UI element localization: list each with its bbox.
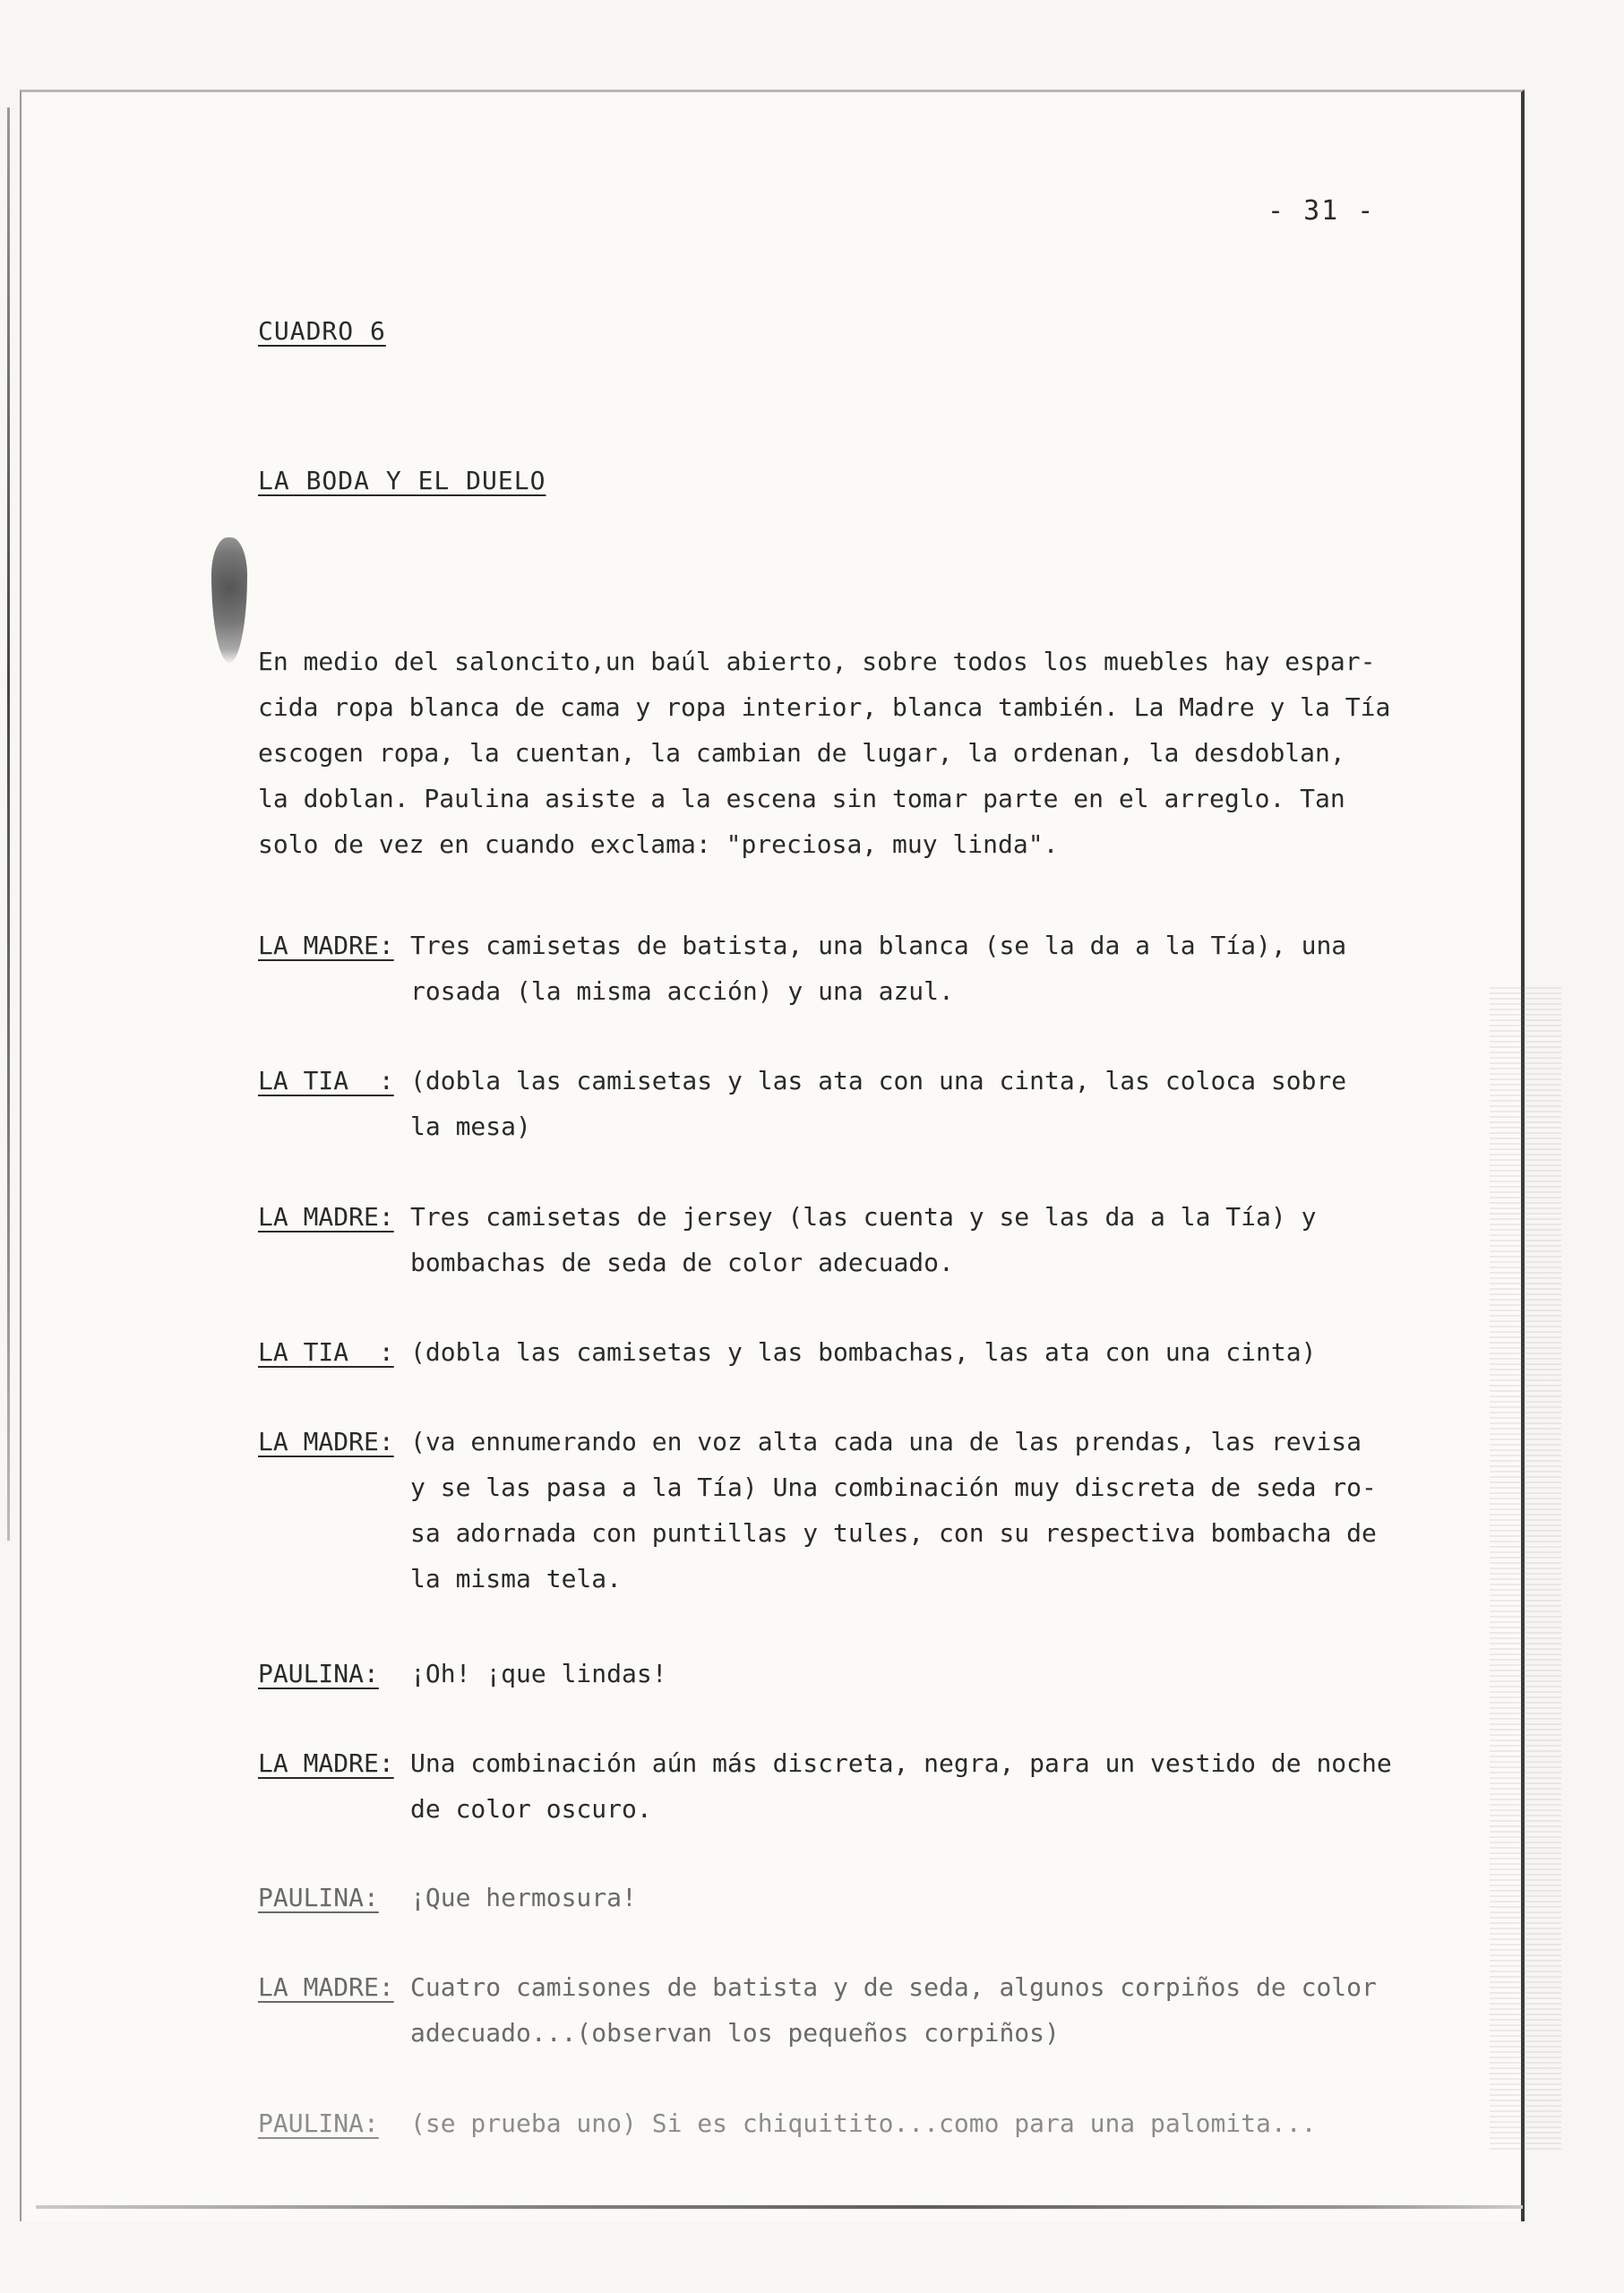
dialogue-text: [410, 2100, 1316, 2146]
dialogue-text: [410, 1419, 1377, 1602]
scene-title: LA BODA Y EL DUELO: [258, 466, 546, 495]
speaker-name: LA TIA :: [258, 1066, 394, 1095]
speaker-name: LA MADRE:: [258, 1202, 394, 1232]
stage-direction-line: En medio del saloncito,un baúl abierto, sobre todos los muebles hay espar-: [258, 647, 1376, 676]
page-number: - 31 -: [1267, 195, 1376, 227]
dialogue-text: [410, 1875, 637, 1920]
dialogue-line: adecuado...(observan los pequeños corpiños): [410, 2018, 1060, 2048]
dialogue-text: [410, 1329, 1316, 1375]
dialogue-text: [410, 923, 1346, 1014]
dialogue-text: [410, 1058, 1346, 1149]
dialogue-line: Cuatro camisones de batista y de seda, algunos corpiños de color: [410, 1972, 1377, 2002]
dialogue-line: rosada (la misma acción) y una azul.: [410, 976, 954, 1006]
dialogue-line: bombachas de seda de color adecuado.: [410, 1248, 954, 1277]
dialogue-line: (va ennumerando en voz alta cada una de las prendas, las revisa: [410, 1427, 1362, 1456]
dialogue-line: Tres camisetas de batista, una blanca (se la da a la Tía), una: [410, 931, 1347, 960]
speaker-name: PAULINA:: [258, 1659, 379, 1688]
dialogue-line: la mesa): [410, 1112, 531, 1141]
section-title: CUADRO 6: [258, 316, 386, 346]
dialogue-text: [410, 1740, 1392, 1832]
stage-direction-line: cida ropa blanca de cama y ropa interior, blanca también. La Madre y la Tía: [258, 692, 1391, 722]
page-left-edge: [7, 107, 10, 1541]
dialogue-line: y se las pasa a la Tía) Una combinación muy discreta de seda ro-: [410, 1473, 1377, 1502]
dialogue-line: (dobla las camisetas y las bombachas, las ata con una cinta): [410, 1337, 1317, 1367]
page-bottom-edge: [36, 2205, 1523, 2209]
dialogue-line: (dobla las camisetas y las ata con una cinta, las coloca sobre: [410, 1066, 1347, 1095]
stage-direction-line: escogen ropa, la cuentan, la cambian de lugar, la ordenan, la desdoblan,: [258, 738, 1345, 768]
typewritten-page: [20, 90, 1525, 2221]
stage-direction: [258, 639, 1449, 867]
speaker-name: LA MADRE:: [258, 1427, 394, 1456]
dialogue-line: (se prueba uno) Si es chiquitito...como para una palomita...: [410, 2108, 1317, 2138]
dialogue-line: ¡Oh! ¡que lindas!: [410, 1659, 667, 1688]
speaker-name: PAULINA:: [258, 1883, 379, 1912]
stage-direction-line: solo de vez en cuando exclama: "preciosa, muy linda".: [258, 829, 1059, 859]
dialogue-line: sa adornada con puntillas y tules, con su respectiva bombacha de: [410, 1518, 1377, 1548]
dialogue-text: [410, 1651, 667, 1696]
scan-shadow: [1490, 985, 1561, 2150]
dialogue-line: de color oscuro.: [410, 1794, 652, 1824]
dialogue-line: la misma tela.: [410, 1564, 623, 1593]
speaker-name: LA MADRE:: [258, 1972, 394, 2002]
dialogue-text: [410, 1964, 1377, 2056]
dialogue-line: Tres camisetas de jersey (las cuenta y se las da a la Tía) y: [410, 1202, 1317, 1232]
dialogue-line: ¡Que hermosura!: [410, 1883, 637, 1912]
dialogue-text: [410, 1194, 1316, 1285]
speaker-name: LA TIA :: [258, 1337, 394, 1367]
speaker-name: PAULINA:: [258, 2108, 379, 2138]
speaker-name: LA MADRE:: [258, 1748, 394, 1778]
stage-direction-line: la doblan. Paulina asiste a la escena sin tomar parte en el arreglo. Tan: [258, 784, 1345, 813]
dialogue-line: Una combinación aún más discreta, negra, para un vestido de noche: [410, 1748, 1392, 1778]
speaker-name: LA MADRE:: [258, 931, 394, 960]
